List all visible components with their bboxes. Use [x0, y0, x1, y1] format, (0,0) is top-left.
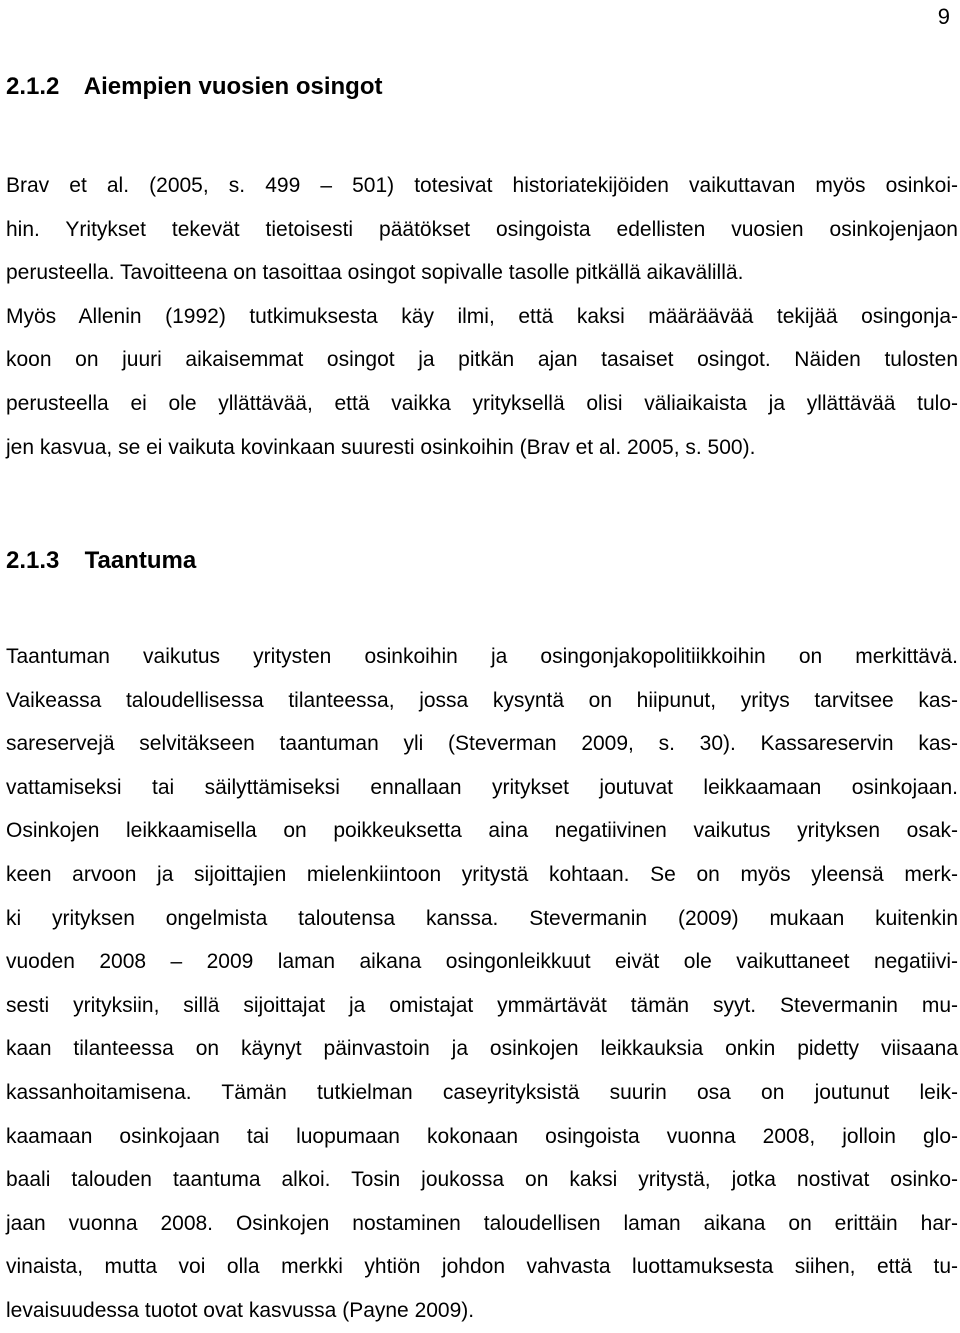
text-line: kaamaan osinkojaan tai luopumaan kokonaan osingoista vuonna 2008, jolloin glo- — [6, 1124, 958, 1148]
paragraph — [6, 635, 958, 1333]
text-line: perusteella ei ole yllättävää, että vaikka yrityksellä olisi väliaikaista ja yllättävää tulo- — [6, 391, 958, 415]
page-number: 9 — [937, 4, 950, 29]
text-line: vinaista, mutta voi olla merkki yhtiön johdon vahvasta luottamuksesta siihen, että tu- — [6, 1255, 958, 1279]
section-title: Aiempien vuosien osingot — [83, 73, 383, 100]
text-line: sesti yrityksiin, sillä sijoittajat ja omistajat ymmärtävät tämän syyt. Stevermanin mu- — [6, 993, 958, 1017]
text-line: kassanhoitamisena. Tämän tutkielman caseyrityksistä suurin osa on joutunut leik- — [6, 1080, 958, 1104]
section-heading — [6, 546, 196, 576]
text-line: vuoden 2008 – 2009 laman aikana osingonleikkuut eivät ole vaikuttaneet negatiivi- — [6, 950, 958, 974]
text-line: Vaikeassa taloudellisessa tilanteessa, jossa kysyntä on hiipunut, yritys tarvitsee kas- — [6, 688, 958, 712]
text-line: kaan tilanteessa on käynyt päinvastoin ja osinkojen leikkauksia onkin pidetty viisaana — [6, 1037, 958, 1061]
text-line: koon on juuri aikaisemmat osingot ja pitkän ajan tasaiset osingot. Näiden tulosten — [6, 348, 958, 372]
text-line: jen kasvua, se ei vaikuta kovinkaan suuresti osinkoihin (Brav et al. 2005, s. 500). — [6, 435, 756, 459]
text-line: Osinkojen leikkaamisella on poikkeuksetta aina negatiivinen vaikutus yrityksen osak- — [6, 819, 958, 843]
text-line: ki yrityksen ongelmista taloutensa kanssa. Stevermanin (2009) mukaan kuitenkin — [6, 906, 958, 930]
text-line: sareservejä selvitäkseen taantuman yli (Steverman 2009, s. 30). Kassareservin kas- — [6, 732, 958, 756]
text-line: hin. Yritykset tekevät tietoisesti päätökset osingoista edellisten vuosien osinkojenjaon — [6, 217, 958, 241]
text-line: Myös Allenin (1992) tutkimuksesta käy ilmi, että kaksi määräävää tekijää osingonja- — [6, 304, 958, 328]
paragraph — [6, 164, 958, 469]
text-line: baali talouden taantuma alkoi. Tosin joukossa on kaksi yritystä, jotka nostivat osinko- — [6, 1168, 958, 1192]
section-heading — [6, 72, 382, 102]
text-line: perusteella. Tavoitteena on tasoittaa osingot sopivalle tasolle pitkällä aikavälillä. — [6, 261, 744, 285]
section-title: Taantuma — [84, 547, 197, 574]
text-line: Taantuman vaikutus yritysten osinkoihin ja osingonjakopolitiikkoihin on merkittävä. — [6, 645, 958, 668]
text-line: Brav et al. (2005, s. 499 – 501) totesivat historiatekijöiden vaikuttavan myös osinkoi- — [6, 174, 958, 197]
text-line: keen arvoon ja sijoittajien mielenkiintoon yritystä kohtaan. Se on myös yleensä merk- — [6, 862, 958, 886]
section-number: 2.1.2 — [6, 73, 60, 100]
text-line: jaan vuonna 2008. Osinkojen nostaminen taloudellisen laman aikana on erittäin har- — [6, 1211, 958, 1235]
text-line: levaisuudessa tuotot ovat kasvussa (Payne 2009). — [6, 1298, 475, 1322]
text-line: vattamiseksi tai säilyttämiseksi ennallaan yritykset joutuvat leikkaamaan osinkojaan. — [6, 775, 958, 799]
section-number: 2.1.3 — [6, 547, 60, 574]
